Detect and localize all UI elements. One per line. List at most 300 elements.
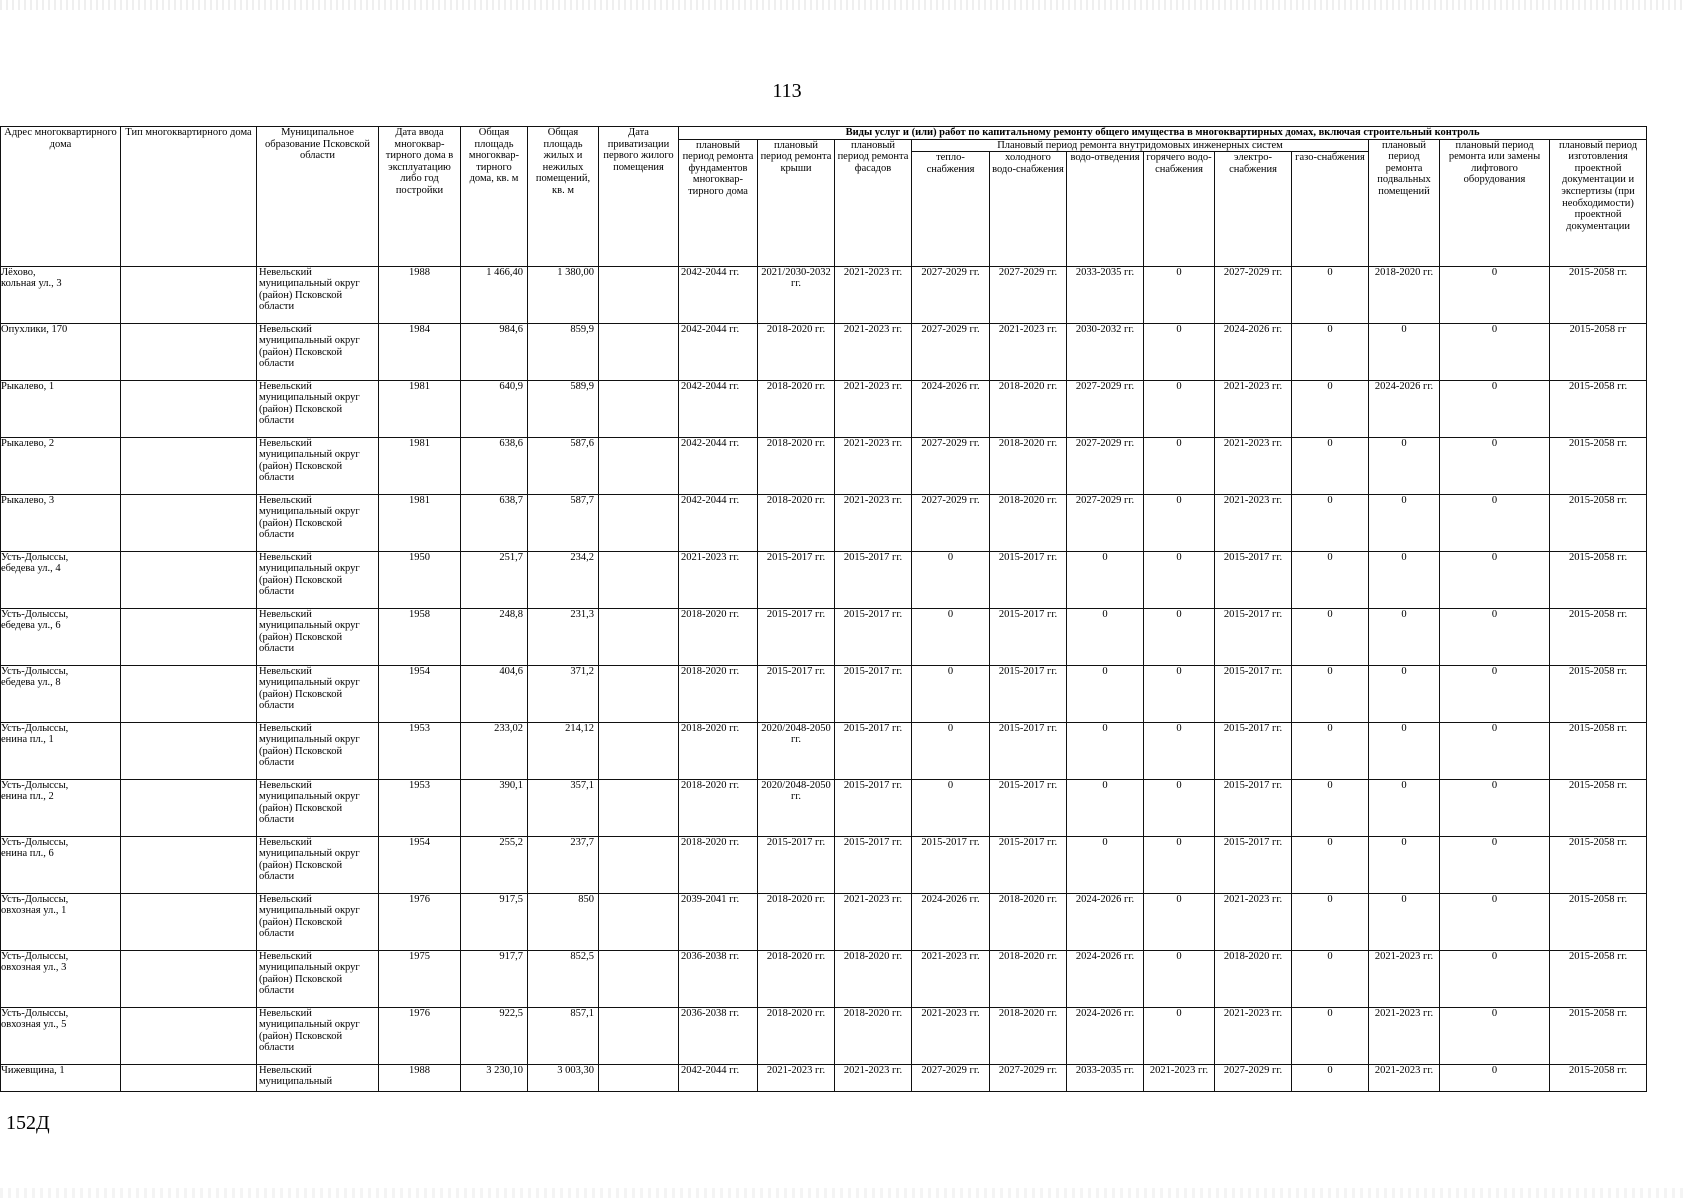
cell-type bbox=[121, 494, 257, 551]
cell-municipality: Невельский муниципальный округ (район) Псковской области bbox=[257, 323, 379, 380]
cell-facade: 2015-2017 гг. bbox=[835, 836, 912, 893]
cell-type bbox=[121, 323, 257, 380]
cell-elevator: 0 bbox=[1440, 779, 1550, 836]
cell-electric: 2027-2029 гг. bbox=[1215, 1064, 1292, 1091]
cell-electric: 2015-2017 гг. bbox=[1215, 551, 1292, 608]
address-line: Усть-Долыссы, bbox=[1, 950, 69, 962]
cell-total-area: 1 466,40 bbox=[461, 266, 528, 323]
capital-repair-table-wrap bbox=[0, 126, 1646, 1092]
table-row bbox=[1, 551, 1647, 608]
cell-total-area: 917,7 bbox=[461, 950, 528, 1007]
cell-heat: 0 bbox=[912, 779, 990, 836]
cell-heat: 2021-2023 гг. bbox=[912, 1007, 990, 1064]
cell-roof: 2020/2048-2050 гг. bbox=[758, 722, 835, 779]
cell-basement: 0 bbox=[1369, 323, 1440, 380]
cell-hot-water: 0 bbox=[1144, 437, 1215, 494]
cell-address bbox=[1, 494, 121, 551]
cell-facade: 2018-2020 гг. bbox=[835, 950, 912, 1007]
cell-hot-water: 0 bbox=[1144, 722, 1215, 779]
cell-sewer: 0 bbox=[1067, 551, 1144, 608]
cell-basement: 0 bbox=[1369, 437, 1440, 494]
address-line: Усть-Долыссы, bbox=[1, 722, 69, 734]
cell-type bbox=[121, 608, 257, 665]
table-row bbox=[1, 437, 1647, 494]
cell-cold-water: 2015-2017 гг. bbox=[990, 836, 1067, 893]
table-row bbox=[1, 893, 1647, 950]
cell-design: 2015-2058 гг. bbox=[1550, 665, 1647, 722]
cell-heat: 0 bbox=[912, 608, 990, 665]
cell-foundation: 2042-2044 гг. bbox=[679, 266, 758, 323]
cell-privatization bbox=[599, 665, 679, 722]
cell-roof: 2015-2017 гг. bbox=[758, 665, 835, 722]
cell-municipality: Невельский муниципальный округ (район) Псковской области bbox=[257, 1007, 379, 1064]
cell-hot-water: 0 bbox=[1144, 323, 1215, 380]
scan-edge-bottom bbox=[0, 1188, 1686, 1198]
cell-total-area: 917,5 bbox=[461, 893, 528, 950]
table-row bbox=[1, 380, 1647, 437]
cell-gas: 0 bbox=[1292, 608, 1369, 665]
cell-gas: 0 bbox=[1292, 437, 1369, 494]
cell-heat: 2027-2029 гг. bbox=[912, 266, 990, 323]
cell-municipality: Невельский муниципальный округ (район) Псковской области bbox=[257, 950, 379, 1007]
cell-living-area: 587,6 bbox=[528, 437, 599, 494]
address-line: овхозная ул., 3 bbox=[1, 962, 67, 974]
cell-design: 2015-2058 гг. bbox=[1550, 893, 1647, 950]
header-facade: плановый период ремонта фасадов bbox=[835, 139, 912, 266]
cell-municipality: Невельский муниципальный округ (район) Псковской области bbox=[257, 494, 379, 551]
cell-electric: 2015-2017 гг. bbox=[1215, 779, 1292, 836]
cell-living-area: 237,7 bbox=[528, 836, 599, 893]
cell-electric: 2015-2017 гг. bbox=[1215, 608, 1292, 665]
cell-year: 1981 bbox=[379, 437, 461, 494]
cell-privatization bbox=[599, 266, 679, 323]
cell-elevator: 0 bbox=[1440, 551, 1550, 608]
cell-sewer: 0 bbox=[1067, 665, 1144, 722]
cell-heat: 2015-2017 гг. bbox=[912, 836, 990, 893]
cell-facade: 2015-2017 гг. bbox=[835, 608, 912, 665]
cell-type bbox=[121, 779, 257, 836]
header-design: плановый период изготовления проектной документации и экспертизы (при необходимости) проектной документации bbox=[1550, 139, 1647, 266]
cell-gas: 0 bbox=[1292, 836, 1369, 893]
cell-facade: 2021-2023 гг. bbox=[835, 893, 912, 950]
cell-hot-water: 2021-2023 гг. bbox=[1144, 1064, 1215, 1091]
cell-type bbox=[121, 551, 257, 608]
cell-privatization bbox=[599, 608, 679, 665]
cell-cold-water: 2018-2020 гг. bbox=[990, 1007, 1067, 1064]
address-line: ебедева ул., 4 bbox=[1, 563, 61, 575]
header-address: Адрес многоквартирного дома bbox=[1, 127, 121, 267]
cell-address bbox=[1, 893, 121, 950]
cell-basement: 2018-2020 гг. bbox=[1369, 266, 1440, 323]
cell-cold-water: 2015-2017 гг. bbox=[990, 665, 1067, 722]
cell-design: 2015-2058 гг. bbox=[1550, 380, 1647, 437]
cell-address bbox=[1, 950, 121, 1007]
cell-roof: 2015-2017 гг. bbox=[758, 608, 835, 665]
cell-basement: 0 bbox=[1369, 836, 1440, 893]
cell-total-area: 638,6 bbox=[461, 437, 528, 494]
cell-roof: 2015-2017 гг. bbox=[758, 551, 835, 608]
cell-facade: 2015-2017 гг. bbox=[835, 665, 912, 722]
table-row bbox=[1, 323, 1647, 380]
cell-hot-water: 0 bbox=[1144, 950, 1215, 1007]
cell-heat: 2027-2029 гг. bbox=[912, 323, 990, 380]
address-line: Рыкалево, 1 bbox=[1, 380, 55, 392]
cell-facade: 2021-2023 гг. bbox=[835, 266, 912, 323]
address-line: ебедева ул., 6 bbox=[1, 620, 61, 632]
cell-sewer: 2033-2035 гг. bbox=[1067, 1064, 1144, 1091]
cell-basement: 0 bbox=[1369, 722, 1440, 779]
cell-type bbox=[121, 722, 257, 779]
cell-municipality: Невельский муниципальный bbox=[257, 1064, 379, 1091]
cell-total-area: 3 230,10 bbox=[461, 1064, 528, 1091]
cell-sewer: 2027-2029 гг. bbox=[1067, 380, 1144, 437]
cell-privatization bbox=[599, 950, 679, 1007]
cell-type bbox=[121, 437, 257, 494]
cell-address bbox=[1, 380, 121, 437]
cell-sewer: 2033-2035 гг. bbox=[1067, 266, 1144, 323]
cell-type bbox=[121, 836, 257, 893]
cell-electric: 2027-2029 гг. bbox=[1215, 266, 1292, 323]
cell-total-area: 922,5 bbox=[461, 1007, 528, 1064]
cell-living-area: 371,2 bbox=[528, 665, 599, 722]
header-basement: плановый период ремонта подвальных помещений bbox=[1369, 139, 1440, 266]
address-line: Рыкалево, 2 bbox=[1, 437, 55, 449]
table-row bbox=[1, 779, 1647, 836]
cell-roof: 2020/2048-2050 гг. bbox=[758, 779, 835, 836]
cell-gas: 0 bbox=[1292, 950, 1369, 1007]
cell-heat: 0 bbox=[912, 665, 990, 722]
cell-living-area: 234,2 bbox=[528, 551, 599, 608]
cell-municipality: Невельский муниципальный округ (район) Псковской области bbox=[257, 779, 379, 836]
cell-sewer: 2024-2026 гг. bbox=[1067, 893, 1144, 950]
cell-basement: 0 bbox=[1369, 665, 1440, 722]
cell-address bbox=[1, 1007, 121, 1064]
header-privatization: Дата приватизации первого жилого помещения bbox=[599, 127, 679, 267]
header-living-area: Общая площадь жилых и нежилых помещений, кв. м bbox=[528, 127, 599, 267]
cell-municipality: Невельский муниципальный округ (район) Псковской области bbox=[257, 266, 379, 323]
cell-address bbox=[1, 437, 121, 494]
cell-sewer: 2024-2026 гг. bbox=[1067, 950, 1144, 1007]
address-line: Чижевщина, 1 bbox=[1, 1064, 65, 1076]
cell-year: 1975 bbox=[379, 950, 461, 1007]
address-line: Лёхово, bbox=[1, 266, 36, 278]
cell-facade: 2021-2023 гг. bbox=[835, 437, 912, 494]
cell-electric: 2015-2017 гг. bbox=[1215, 836, 1292, 893]
cell-design: 2015-2058 гг. bbox=[1550, 266, 1647, 323]
cell-heat: 2024-2026 гг. bbox=[912, 893, 990, 950]
cell-address bbox=[1, 551, 121, 608]
cell-total-area: 248,8 bbox=[461, 608, 528, 665]
cell-basement: 2024-2026 гг. bbox=[1369, 380, 1440, 437]
header-electric: электро-снабжения bbox=[1215, 152, 1292, 266]
cell-roof: 2018-2020 гг. bbox=[758, 437, 835, 494]
cell-gas: 0 bbox=[1292, 380, 1369, 437]
cell-foundation: 2021-2023 гг. bbox=[679, 551, 758, 608]
cell-gas: 0 bbox=[1292, 1007, 1369, 1064]
address-line: енина пл., 2 bbox=[1, 791, 54, 803]
cell-basement: 2021-2023 гг. bbox=[1369, 950, 1440, 1007]
cell-design: 2015-2058 гг. bbox=[1550, 1064, 1647, 1091]
cell-year: 1950 bbox=[379, 551, 461, 608]
header-elevator: плановый период ремонта или замены лифтового оборудования bbox=[1440, 139, 1550, 266]
cell-heat: 2027-2029 гг. bbox=[912, 494, 990, 551]
cell-cold-water: 2021-2023 гг. bbox=[990, 323, 1067, 380]
cell-elevator: 0 bbox=[1440, 1064, 1550, 1091]
cell-elevator: 0 bbox=[1440, 494, 1550, 551]
cell-facade: 2021-2023 гг. bbox=[835, 494, 912, 551]
header-hot-water: горячего водо-снабжения bbox=[1144, 152, 1215, 266]
cell-total-area: 638,7 bbox=[461, 494, 528, 551]
page-number: 113 bbox=[772, 80, 802, 102]
address-line: кольная ул., 3 bbox=[1, 278, 62, 290]
cell-design: 2015-2058 гг. bbox=[1550, 551, 1647, 608]
cell-electric: 2021-2023 гг. bbox=[1215, 494, 1292, 551]
header-type: Тип многоквартирного дома bbox=[121, 127, 257, 267]
cell-cold-water: 2027-2029 гг. bbox=[990, 266, 1067, 323]
cell-living-area: 357,1 bbox=[528, 779, 599, 836]
cell-privatization bbox=[599, 893, 679, 950]
cell-basement: 0 bbox=[1369, 608, 1440, 665]
cell-basement: 0 bbox=[1369, 551, 1440, 608]
cell-year: 1984 bbox=[379, 323, 461, 380]
cell-foundation: 2042-2044 гг. bbox=[679, 1064, 758, 1091]
header-row-1 bbox=[1, 127, 1647, 140]
header-commissioning: Дата ввода многоквар-тирного дома в эксплуатацию либо год постройки bbox=[379, 127, 461, 267]
cell-hot-water: 0 bbox=[1144, 266, 1215, 323]
cell-electric: 2021-2023 гг. bbox=[1215, 380, 1292, 437]
cell-year: 1954 bbox=[379, 836, 461, 893]
cell-sewer: 2027-2029 гг. bbox=[1067, 494, 1144, 551]
cell-municipality: Невельский муниципальный округ (район) Псковской области bbox=[257, 551, 379, 608]
cell-facade: 2021-2023 гг. bbox=[835, 1064, 912, 1091]
cell-privatization bbox=[599, 1007, 679, 1064]
cell-privatization bbox=[599, 380, 679, 437]
cell-address bbox=[1, 323, 121, 380]
cell-roof: 2021/2030-2032 гг. bbox=[758, 266, 835, 323]
cell-privatization bbox=[599, 779, 679, 836]
cell-elevator: 0 bbox=[1440, 380, 1550, 437]
cell-cold-water: 2018-2020 гг. bbox=[990, 893, 1067, 950]
cell-roof: 2018-2020 гг. bbox=[758, 893, 835, 950]
cell-hot-water: 0 bbox=[1144, 551, 1215, 608]
cell-roof: 2021-2023 гг. bbox=[758, 1064, 835, 1091]
cell-municipality: Невельский муниципальный округ (район) Псковской области bbox=[257, 608, 379, 665]
cell-living-area: 587,7 bbox=[528, 494, 599, 551]
address-line: Усть-Долыссы, bbox=[1, 1007, 69, 1019]
cell-cold-water: 2015-2017 гг. bbox=[990, 722, 1067, 779]
cell-municipality: Невельский муниципальный округ (район) Псковской области bbox=[257, 665, 379, 722]
cell-hot-water: 0 bbox=[1144, 836, 1215, 893]
cell-privatization bbox=[599, 494, 679, 551]
cell-elevator: 0 bbox=[1440, 266, 1550, 323]
cell-basement: 0 bbox=[1369, 779, 1440, 836]
cell-total-area: 640,9 bbox=[461, 380, 528, 437]
table-row bbox=[1, 266, 1647, 323]
cell-year: 1988 bbox=[379, 266, 461, 323]
cell-design: 2015-2058 гг. bbox=[1550, 722, 1647, 779]
cell-foundation: 2018-2020 гг. bbox=[679, 722, 758, 779]
cell-total-area: 233,02 bbox=[461, 722, 528, 779]
cell-gas: 0 bbox=[1292, 323, 1369, 380]
cell-roof: 2018-2020 гг. bbox=[758, 323, 835, 380]
cell-roof: 2018-2020 гг. bbox=[758, 1007, 835, 1064]
cell-total-area: 984,6 bbox=[461, 323, 528, 380]
cell-privatization bbox=[599, 836, 679, 893]
cell-sewer: 0 bbox=[1067, 608, 1144, 665]
cell-municipality: Невельский муниципальный округ (район) Псковской области bbox=[257, 893, 379, 950]
cell-year: 1981 bbox=[379, 380, 461, 437]
cell-hot-water: 0 bbox=[1144, 665, 1215, 722]
cell-municipality: Невельский муниципальный округ (район) Псковской области bbox=[257, 722, 379, 779]
address-line: енина пл., 6 bbox=[1, 848, 54, 860]
address-line: Усть-Долыссы, bbox=[1, 665, 69, 677]
address-line: овхозная ул., 1 bbox=[1, 905, 67, 917]
header-heat: тепло-снабжения bbox=[912, 152, 990, 266]
cell-hot-water: 0 bbox=[1144, 380, 1215, 437]
cell-total-area: 390,1 bbox=[461, 779, 528, 836]
cell-hot-water: 0 bbox=[1144, 893, 1215, 950]
cell-facade: 2021-2023 гг. bbox=[835, 380, 912, 437]
cell-year: 1981 bbox=[379, 494, 461, 551]
cell-basement: 0 bbox=[1369, 494, 1440, 551]
cell-gas: 0 bbox=[1292, 893, 1369, 950]
cell-gas: 0 bbox=[1292, 722, 1369, 779]
cell-basement: 0 bbox=[1369, 893, 1440, 950]
cell-design: 2015-2058 гг. bbox=[1550, 779, 1647, 836]
cell-elevator: 0 bbox=[1440, 323, 1550, 380]
table-body bbox=[1, 266, 1647, 1091]
cell-elevator: 0 bbox=[1440, 893, 1550, 950]
cell-address bbox=[1, 722, 121, 779]
cell-design: 2015-2058 гг. bbox=[1550, 836, 1647, 893]
cell-cold-water: 2015-2017 гг. bbox=[990, 608, 1067, 665]
cell-roof: 2015-2017 гг. bbox=[758, 836, 835, 893]
cell-heat: 0 bbox=[912, 551, 990, 608]
table-row bbox=[1, 494, 1647, 551]
cell-living-area: 859,9 bbox=[528, 323, 599, 380]
cell-municipality: Невельский муниципальный округ (район) Псковской области bbox=[257, 437, 379, 494]
cell-design: 2015-2058 гг. bbox=[1550, 437, 1647, 494]
cell-basement: 2021-2023 гг. bbox=[1369, 1064, 1440, 1091]
cell-gas: 0 bbox=[1292, 266, 1369, 323]
cell-heat: 0 bbox=[912, 722, 990, 779]
cell-foundation: 2018-2020 гг. bbox=[679, 608, 758, 665]
table-row bbox=[1, 836, 1647, 893]
cell-type bbox=[121, 1007, 257, 1064]
header-works-group: Виды услуг и (или) работ по капитальному ремонту общего имущества в многоквартирных домах, включая строительный контроль bbox=[679, 127, 1647, 140]
address-line: ебедева ул., 8 bbox=[1, 677, 61, 689]
cell-gas: 0 bbox=[1292, 551, 1369, 608]
cell-foundation: 2042-2044 гг. bbox=[679, 437, 758, 494]
cell-foundation: 2042-2044 гг. bbox=[679, 323, 758, 380]
capital-repair-table bbox=[0, 126, 1647, 1092]
cell-year: 1953 bbox=[379, 779, 461, 836]
cell-type bbox=[121, 950, 257, 1007]
cell-gas: 0 bbox=[1292, 665, 1369, 722]
header-cold-water: холодного водо-снабжения bbox=[990, 152, 1067, 266]
cell-privatization bbox=[599, 551, 679, 608]
cell-address bbox=[1, 608, 121, 665]
cell-total-area: 404,6 bbox=[461, 665, 528, 722]
address-line: Усть-Долыссы, bbox=[1, 608, 69, 620]
header-roof: плановый период ремонта крыши bbox=[758, 139, 835, 266]
cell-heat: 2027-2029 гг. bbox=[912, 1064, 990, 1091]
table-row bbox=[1, 950, 1647, 1007]
cell-address bbox=[1, 266, 121, 323]
cell-elevator: 0 bbox=[1440, 608, 1550, 665]
address-line: Опухлики, 170 bbox=[1, 323, 68, 335]
cell-sewer: 0 bbox=[1067, 779, 1144, 836]
cell-facade: 2021-2023 гг. bbox=[835, 323, 912, 380]
cell-design: 2015-2058 гг. bbox=[1550, 608, 1647, 665]
scan-edge-top bbox=[0, 0, 1686, 10]
header-systems-group: Плановый период ремонта внутридомовых инженерных систем bbox=[912, 139, 1369, 152]
cell-year: 1953 bbox=[379, 722, 461, 779]
cell-privatization bbox=[599, 1064, 679, 1091]
table-row bbox=[1, 608, 1647, 665]
cell-address bbox=[1, 836, 121, 893]
cell-type bbox=[121, 380, 257, 437]
cell-electric: 2024-2026 гг. bbox=[1215, 323, 1292, 380]
cell-privatization bbox=[599, 323, 679, 380]
cell-foundation: 2018-2020 гг. bbox=[679, 836, 758, 893]
cell-type bbox=[121, 893, 257, 950]
cell-living-area: 857,1 bbox=[528, 1007, 599, 1064]
address-line: енина пл., 1 bbox=[1, 734, 54, 746]
cell-municipality: Невельский муниципальный округ (район) Псковской области bbox=[257, 836, 379, 893]
cell-type bbox=[121, 665, 257, 722]
cell-foundation: 2018-2020 гг. bbox=[679, 779, 758, 836]
cell-electric: 2021-2023 гг. bbox=[1215, 437, 1292, 494]
cell-year: 1954 bbox=[379, 665, 461, 722]
cell-cold-water: 2018-2020 гг. bbox=[990, 437, 1067, 494]
cell-living-area: 231,3 bbox=[528, 608, 599, 665]
cell-design: 2015-2058 гг bbox=[1550, 323, 1647, 380]
cell-design: 2015-2058 гг. bbox=[1550, 494, 1647, 551]
address-line: Усть-Долыссы, bbox=[1, 779, 69, 791]
cell-electric: 2015-2017 гг. bbox=[1215, 722, 1292, 779]
header-sewer: водо-отведения bbox=[1067, 152, 1144, 266]
cell-cold-water: 2027-2029 гг. bbox=[990, 1064, 1067, 1091]
cell-electric: 2015-2017 гг. bbox=[1215, 665, 1292, 722]
header-municipality: Муниципальное образование Псковской области bbox=[257, 127, 379, 267]
cell-foundation: 2018-2020 гг. bbox=[679, 665, 758, 722]
cell-facade: 2015-2017 гг. bbox=[835, 779, 912, 836]
cell-electric: 2021-2023 гг. bbox=[1215, 893, 1292, 950]
cell-roof: 2018-2020 гг. bbox=[758, 494, 835, 551]
cell-hot-water: 0 bbox=[1144, 1007, 1215, 1064]
cell-basement: 2021-2023 гг. bbox=[1369, 1007, 1440, 1064]
cell-roof: 2018-2020 гг. bbox=[758, 380, 835, 437]
cell-elevator: 0 bbox=[1440, 437, 1550, 494]
cell-foundation: 2036-2038 гг. bbox=[679, 1007, 758, 1064]
header-total-area: Общая площадь многоквар-тирного дома, кв. м bbox=[461, 127, 528, 267]
table-row bbox=[1, 1064, 1647, 1091]
cell-facade: 2015-2017 гг. bbox=[835, 722, 912, 779]
cell-gas: 0 bbox=[1292, 779, 1369, 836]
cell-cold-water: 2015-2017 гг. bbox=[990, 779, 1067, 836]
cell-living-area: 214,12 bbox=[528, 722, 599, 779]
cell-elevator: 0 bbox=[1440, 950, 1550, 1007]
cell-total-area: 255,2 bbox=[461, 836, 528, 893]
cell-type bbox=[121, 1064, 257, 1091]
address-line: Усть-Долыссы, bbox=[1, 836, 69, 848]
cell-privatization bbox=[599, 437, 679, 494]
cell-hot-water: 0 bbox=[1144, 608, 1215, 665]
cell-sewer: 0 bbox=[1067, 722, 1144, 779]
cell-elevator: 0 bbox=[1440, 836, 1550, 893]
cell-cold-water: 2015-2017 гг. bbox=[990, 551, 1067, 608]
